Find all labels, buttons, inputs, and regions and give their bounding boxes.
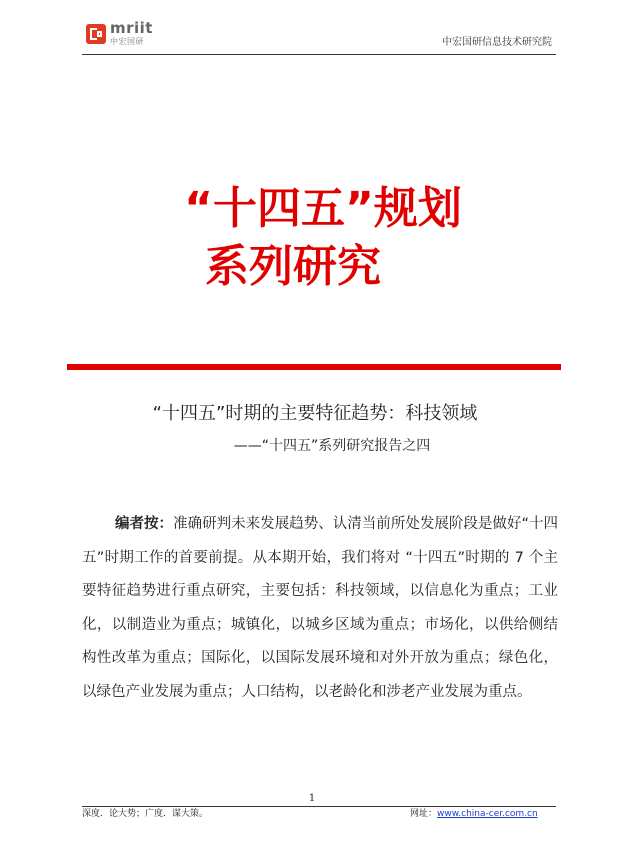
report-subtitle: “十四五”时期的主要特征趋势：科技领域 [152, 403, 478, 424]
footer-divider [82, 806, 556, 807]
website-link[interactable]: www.china-cer.com.cn [437, 809, 538, 819]
editor-note-body: 准确研判未来发展趋势、认清当前所处发展阶段是做好“十四五”时期工作的首要前提。从本期开始，我们将对 “十四五”时期的 7 个主要特征趋势进行重点研究，主要包括：科技领域，以信息化为重点；工业化，以制造业为重点；城镇化，以城乡区域为重点；市场化，以供给侧结构性改革为重点；国际化，以国际发展环境和对外开放为重点；绿色化，以绿色产业发展为重点；人口结构，以老龄化和涉老产业发展为重点。 [82, 516, 559, 700]
mriit-logo [86, 20, 166, 48]
cover-title [0, 183, 630, 293]
organization-name: 中宏国研信息技术研究院 [442, 37, 552, 48]
footer-website [410, 808, 538, 820]
page-number: 1 [308, 793, 316, 804]
header-divider [82, 54, 556, 55]
logo-text: mriit [110, 19, 153, 37]
logo-mark-icon [86, 24, 106, 44]
series-subtitle: ——“十四五”系列研究报告之四 [233, 438, 431, 454]
editor-note [82, 508, 558, 709]
title-divider-bar [67, 364, 561, 370]
footer-slogan: 深度．论大势；广度．谋大策。 [82, 809, 209, 819]
logo-subtext: 中宏国研 [110, 37, 144, 46]
editor-note-lead: 编者按： [115, 516, 174, 532]
page-header [82, 20, 556, 54]
cover-title-line1: “十四五”规划 [184, 183, 462, 234]
website-label: 网址： [410, 809, 438, 819]
cover-title-line2: 系列研究 [205, 241, 381, 292]
